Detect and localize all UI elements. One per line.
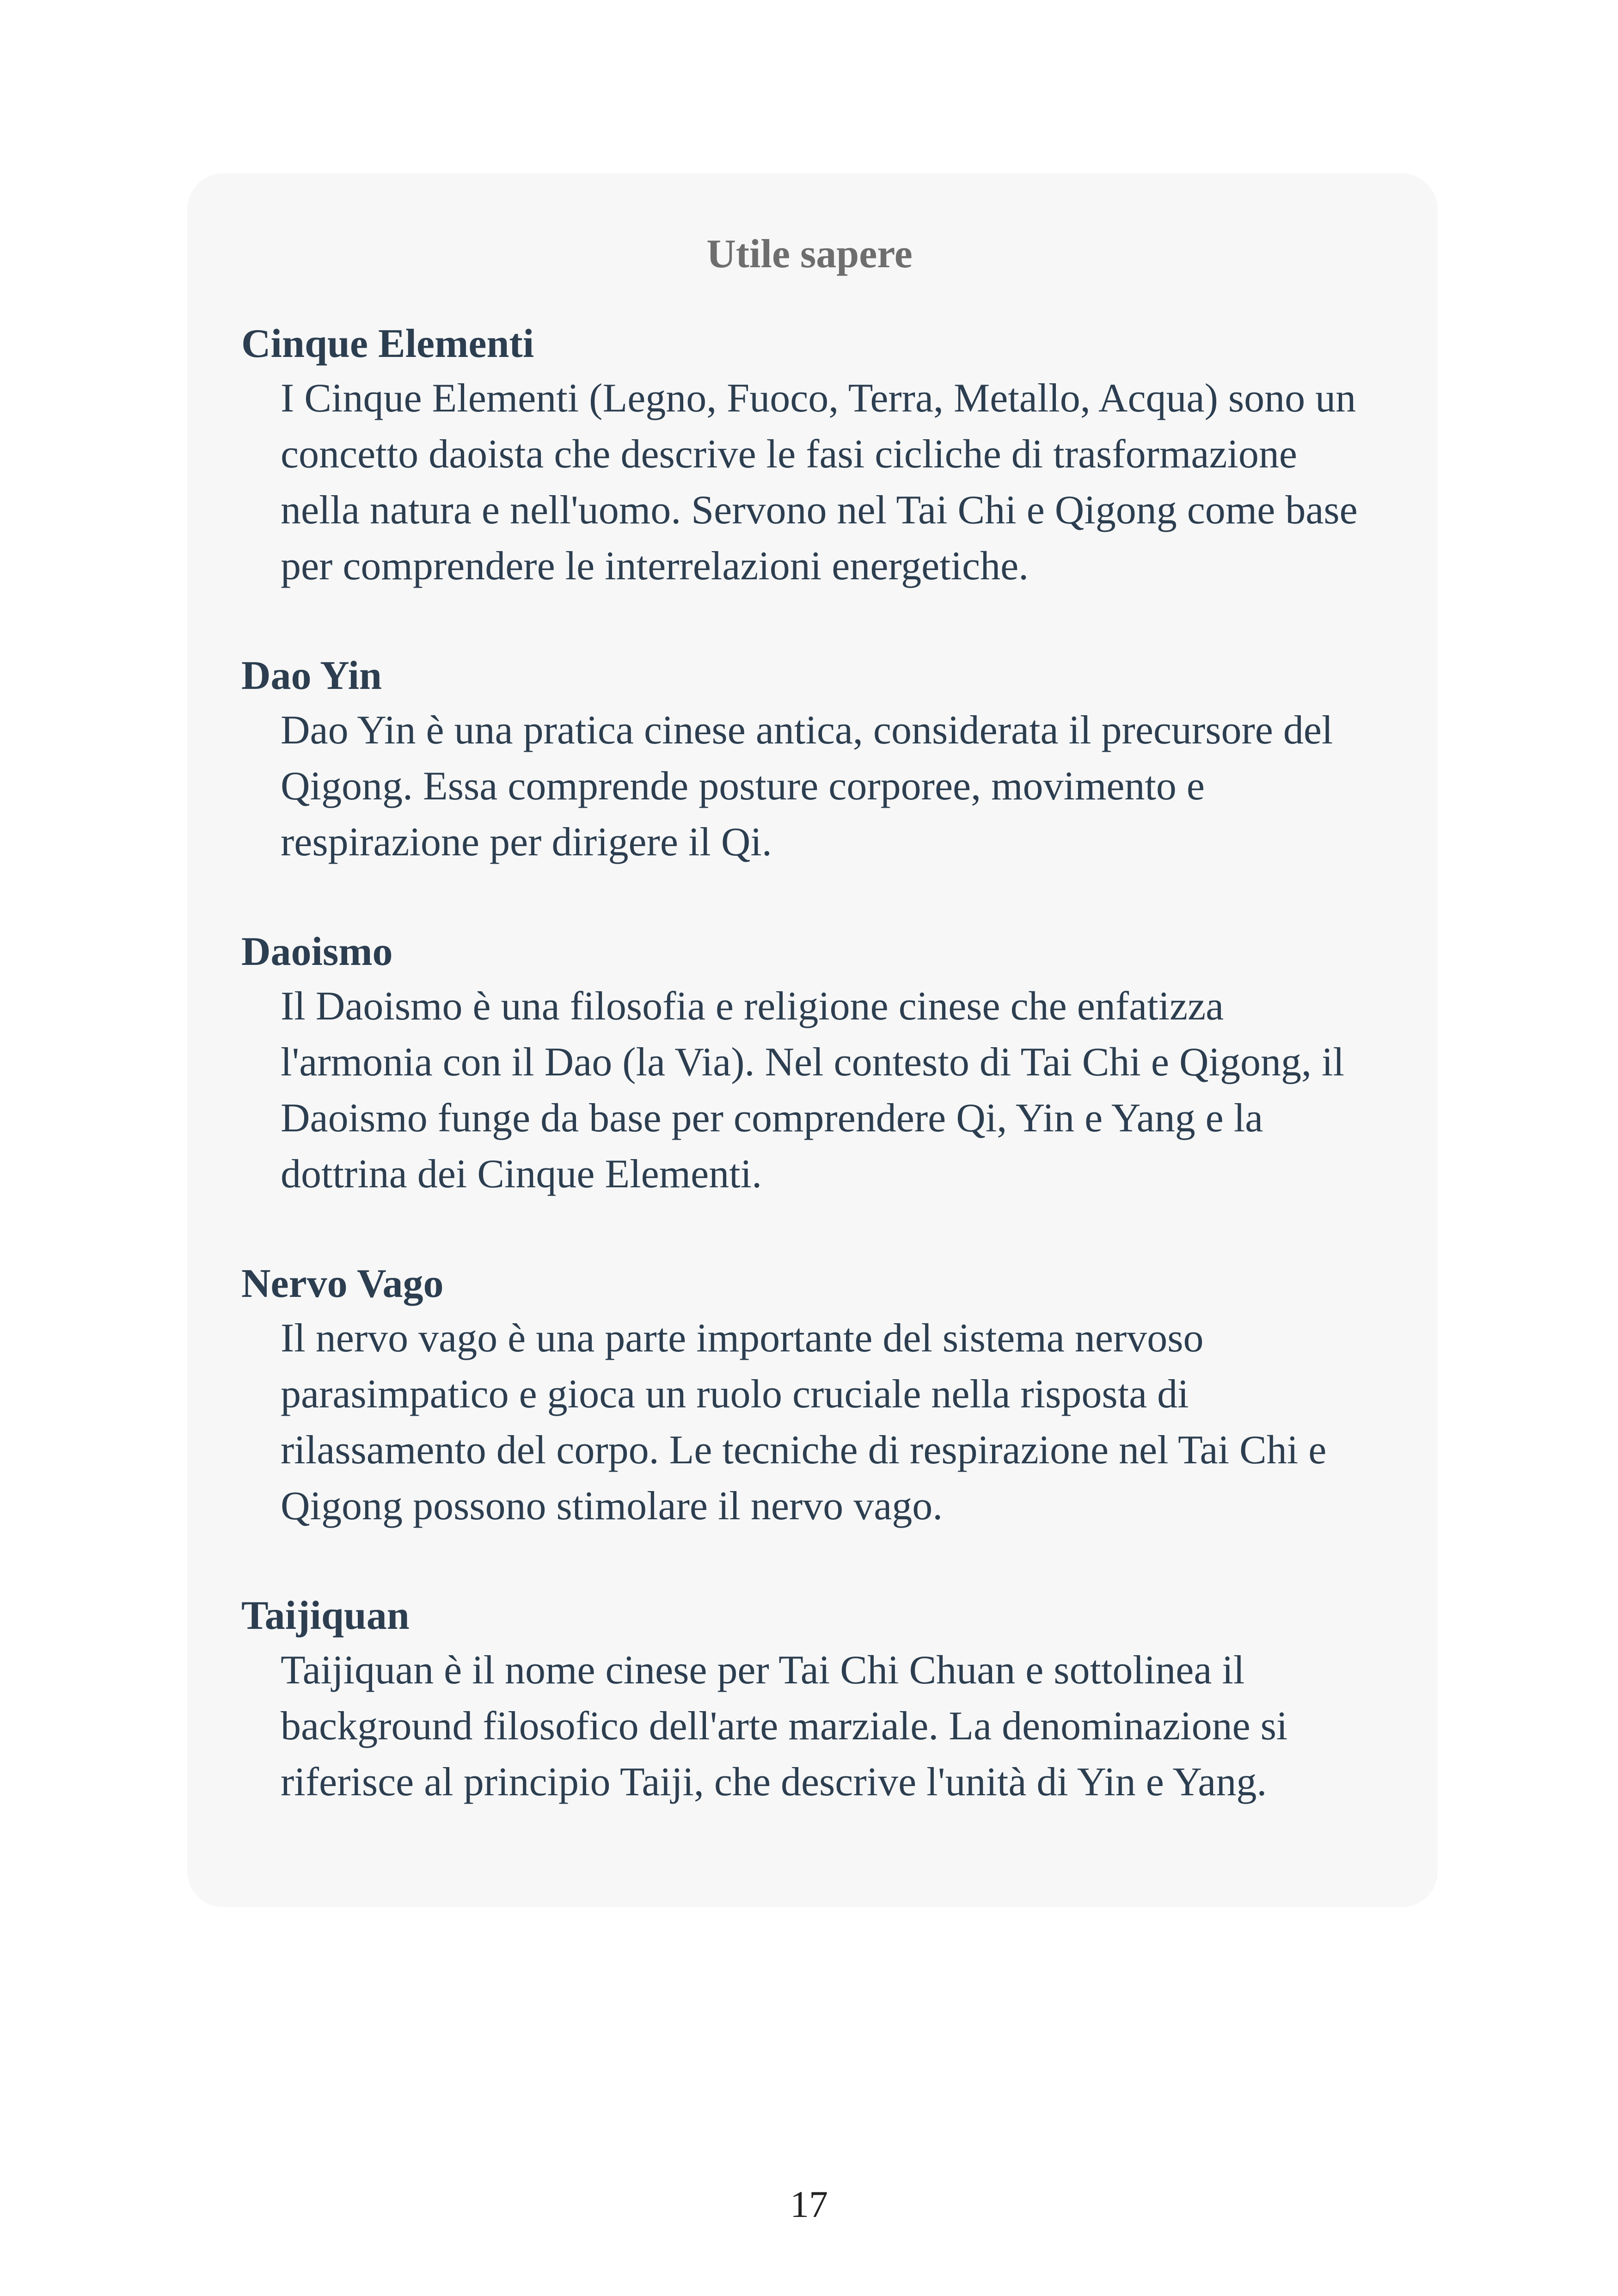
glossary-term: Cinque Elementi xyxy=(241,321,534,366)
glossary-entry xyxy=(241,651,1378,870)
glossary-entry xyxy=(241,927,1378,1202)
glossary-entry xyxy=(241,319,1378,594)
glossary-definition: Il nervo vago è una parte importante del sistema nervoso parasimpatico e gioca un ruolo cruciale nella risposta di rilassamento del corpo. Le tecniche di respirazione nel Tai Chi e Qigong possono stimolare il nervo vago. xyxy=(281,1316,1327,1529)
glossary-definition: I Cinque Elementi (Legno, Fuoco, Terra, Metallo, Acqua) sono un concetto daoista che descrive le fasi cicliche di trasformazione nella natura e nell'uomo. Servono nel Tai Chi e Qigong come base per comprendere le interrelazioni energetiche. xyxy=(281,376,1358,589)
page-number: 17 xyxy=(790,2183,828,2225)
box-title: Utile sapere xyxy=(706,232,913,276)
glossary-term: Nervo Vago xyxy=(241,1261,444,1306)
glossary-term: Daoismo xyxy=(241,929,393,974)
info-box xyxy=(187,173,1438,1907)
glossary-term: Dao Yin xyxy=(241,653,382,698)
glossary-entry xyxy=(241,1259,1378,1534)
glossary-term: Taijiquan xyxy=(241,1593,410,1638)
glossary-definition: Il Daoismo è una filosofia e religione cinese che enfatizza l'armonia con il Dao (la Via). Nel contesto di Tai Chi e Qigong, il Daoismo funge da base per comprendere Qi, Yin e Yang e la dottrina dei Cinque Elementi. xyxy=(281,984,1344,1197)
glossary-definition: Dao Yin è una pratica cinese antica, considerata il precursore del Qigong. Essa comprende posture corporee, movimento e respirazione per dirigere il Qi. xyxy=(281,708,1333,865)
glossary-definition: Taijiquan è il nome cinese per Tai Chi Chuan e sottolinea il background filosofico dell'arte marziale. La denominazione si riferisce al principio Taiji, che descrive l'unità di Yin e Yang. xyxy=(281,1648,1288,1805)
glossary-entry xyxy=(241,1590,1378,1810)
